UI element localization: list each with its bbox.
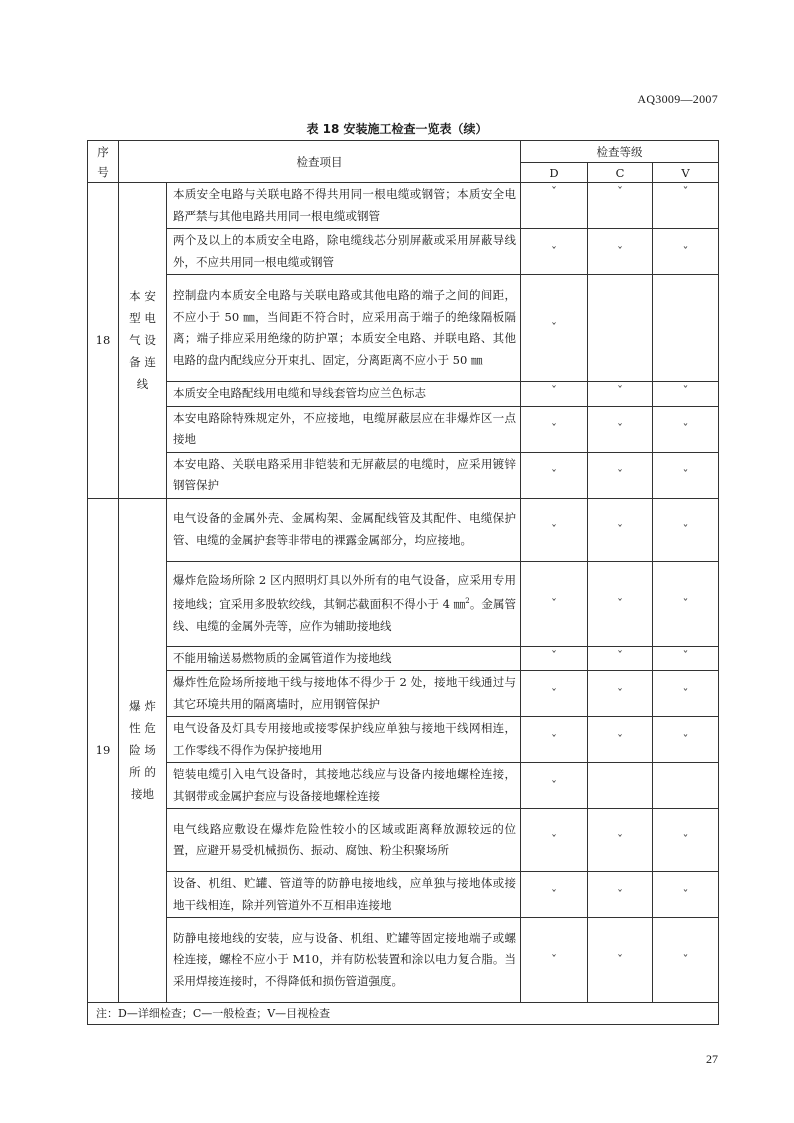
seq-header-line1: 序 xyxy=(97,144,109,159)
check-mark-c: ˇ xyxy=(588,646,653,671)
item-text: 本质安全电路配线用电缆和导线套管均应兰色标志 xyxy=(167,382,521,407)
check-mark-d: ˇ xyxy=(521,646,588,671)
table-row xyxy=(88,918,719,1003)
check-mark-d: ˇ xyxy=(521,229,588,275)
check-mark-c: ˇ xyxy=(588,406,653,452)
check-mark-d: ˇ xyxy=(521,763,588,809)
check-mark-c: ˇ xyxy=(588,717,653,763)
check-mark-v: ˇ xyxy=(653,809,719,872)
category-line: 接地 xyxy=(131,787,154,802)
check-mark-v: ˇ xyxy=(653,183,719,229)
category-line: 本 安 xyxy=(129,289,156,304)
check-mark-c: ˇ xyxy=(588,809,653,872)
check-mark-d: ˇ xyxy=(521,183,588,229)
item-text-part: 爆炸危险场所除 2 区内照明灯具以外所有的电气设备，应采用专用接地线；宜采用多股软绞线，其铜芯截面积不得小于 4 ㎜ xyxy=(173,572,516,612)
item-text: 防静电接地线的安装，应与设备、机组、贮罐等固定接地端子或螺栓连接，螺栓不应小于 M10，并有防松装置和涂以电力复合脂。当采用焊接连接时，不得降低和损伤管道强度。 xyxy=(167,918,521,1003)
item-text: 爆炸性危险场所接地干线与接地体不得少于 2 处，接地干线通过与其它环境共用的隔离墙时，应用钢管保护 xyxy=(167,671,521,717)
item-text: 电气设备的金属外壳、金属构架、金属配线管及其配件、电缆保护管、电缆的金属护套等非带电的裸露金属部分，均应接地。 xyxy=(167,498,521,561)
check-mark-d: ˇ xyxy=(521,809,588,872)
seq-cell-19: 19 xyxy=(88,498,119,1003)
check-mark-c: ˇ xyxy=(588,872,653,918)
page-number: 27 xyxy=(706,1052,718,1066)
check-mark-v: ˇ xyxy=(653,671,719,717)
empty-grade-cell xyxy=(588,275,653,382)
item-text xyxy=(167,561,521,646)
check-mark-c: ˇ xyxy=(588,229,653,275)
item-text: 设备、机组、贮罐、管道等的防静电接地线，应单独与接地体或接地干线相连，除并列管道外不互相串连接地 xyxy=(167,872,521,918)
check-mark-v: ˇ xyxy=(653,717,719,763)
check-mark-v: ˇ xyxy=(653,561,719,646)
check-mark-v: ˇ xyxy=(653,918,719,1003)
table-row xyxy=(88,452,719,498)
check-mark-c: ˇ xyxy=(588,183,653,229)
seq-header-line2: 号 xyxy=(97,164,109,179)
check-mark-d: ˇ xyxy=(521,452,588,498)
header-row-1 xyxy=(88,141,719,163)
category-line: 爆 炸 xyxy=(129,699,156,714)
check-mark-v: ˇ xyxy=(653,872,719,918)
empty-grade-cell xyxy=(653,275,719,382)
grade-header: 检查等级 xyxy=(521,141,719,163)
item-text: 本安电路、关联电路采用非铠装和无屏蔽层的电缆时，应采用镀锌钢管保护 xyxy=(167,452,521,498)
check-mark-d: ˇ xyxy=(521,406,588,452)
category-cell-18 xyxy=(119,183,167,499)
table-row xyxy=(88,872,719,918)
standard-code: AQ3009—2007 xyxy=(637,92,718,106)
category-line: 备 连 xyxy=(129,355,156,370)
category-line: 所 的 xyxy=(129,765,156,780)
item-header: 检查项目 xyxy=(119,141,521,183)
table-caption: 表 18 安装施工检查一览表（续） xyxy=(306,122,488,136)
table-row xyxy=(88,717,719,763)
table-row xyxy=(88,382,719,407)
table-row xyxy=(88,561,719,646)
check-mark-v: ˇ xyxy=(653,406,719,452)
item-text: 本安电路除特殊规定外，不应接地，电缆屏蔽层应在非爆炸区一点接地 xyxy=(167,406,521,452)
item-text: 铠装电缆引入电气设备时，其接地芯线应与设备内接地螺栓连接，其钢带或金属护套应与设备接地螺栓连接 xyxy=(167,763,521,809)
check-mark-c: ˇ xyxy=(588,382,653,407)
table-row xyxy=(88,275,719,382)
table-row xyxy=(88,498,719,561)
check-mark-v: ˇ xyxy=(653,229,719,275)
category-cell-19 xyxy=(119,498,167,1003)
item-text: 控制盘内本质安全电路与关联电路或其他电路的端子之间的间距，不应小于 50 ㎜，当间距不符合时，应采用高于端子的绝缘隔板隔离；端子排应采用绝缘的防护罩；本质安全电路、并联电路、其他电路的盘内配线应分开束扎、固定，分离距离不应小于 50 ㎜ xyxy=(167,275,521,382)
seq-header xyxy=(88,141,119,183)
item-text: 本质安全电路与关联电路不得共用同一根电缆或钢管；本质安全电路严禁与其他电路共用同一根电缆或钢管 xyxy=(167,183,521,229)
table-row xyxy=(88,671,719,717)
table-row xyxy=(88,646,719,671)
item-text-part: 。金属管线、电缆的金属外壳等，应作为辅助接地线 xyxy=(173,597,517,633)
table-row xyxy=(88,763,719,809)
category-line: 型 电 xyxy=(129,311,156,326)
item-text: 不能用输送易燃物质的金属管道作为接地线 xyxy=(167,646,521,671)
category-line: 性 危 xyxy=(129,721,156,736)
seq-cell-18: 18 xyxy=(88,183,119,499)
check-mark-d: ˇ xyxy=(521,561,588,646)
check-mark-c: ˇ xyxy=(588,918,653,1003)
check-mark-d: ˇ xyxy=(521,382,588,407)
check-mark-d: ˇ xyxy=(521,918,588,1003)
category-line: 气 设 xyxy=(129,333,156,348)
category-line: 线 xyxy=(136,377,149,392)
category-line: 险 场 xyxy=(129,743,156,758)
superscript: 2 xyxy=(465,597,470,606)
empty-grade-cell xyxy=(588,763,653,809)
table-note: 注：D—详细检查；C—一般检查；V—目视检查 xyxy=(88,1003,719,1025)
grade-c-header: C xyxy=(588,163,653,183)
item-text: 电气线路应敷设在爆炸危险性较小的区域或距离释放源较远的位置，应避开易受机械损伤、振动、腐蚀、粉尘积聚场所 xyxy=(167,809,521,872)
check-mark-v: ˇ xyxy=(653,498,719,561)
check-mark-d: ˇ xyxy=(521,498,588,561)
inspection-table xyxy=(87,140,719,1025)
check-mark-v: ˇ xyxy=(653,452,719,498)
empty-grade-cell xyxy=(653,763,719,809)
grade-v-header: V xyxy=(653,163,719,183)
table-row xyxy=(88,809,719,872)
check-mark-d: ˇ xyxy=(521,275,588,382)
check-mark-d: ˇ xyxy=(521,671,588,717)
note-row xyxy=(88,1003,719,1025)
grade-d-header: D xyxy=(521,163,588,183)
check-mark-v: ˇ xyxy=(653,646,719,671)
item-text: 两个及以上的本质安全电路，除电缆线芯分别屏蔽或采用屏蔽导线外，不应共用同一根电缆或钢管 xyxy=(167,229,521,275)
check-mark-d: ˇ xyxy=(521,872,588,918)
check-mark-v: ˇ xyxy=(653,382,719,407)
check-mark-c: ˇ xyxy=(588,452,653,498)
check-mark-c: ˇ xyxy=(588,671,653,717)
check-mark-d: ˇ xyxy=(521,717,588,763)
check-mark-c: ˇ xyxy=(588,498,653,561)
table-row xyxy=(88,183,719,229)
check-mark-c: ˇ xyxy=(588,561,653,646)
table-row xyxy=(88,406,719,452)
table-row xyxy=(88,229,719,275)
item-text: 电气设备及灯具专用接地或接零保护线应单独与接地干线网相连，工作零线不得作为保护接地用 xyxy=(167,717,521,763)
